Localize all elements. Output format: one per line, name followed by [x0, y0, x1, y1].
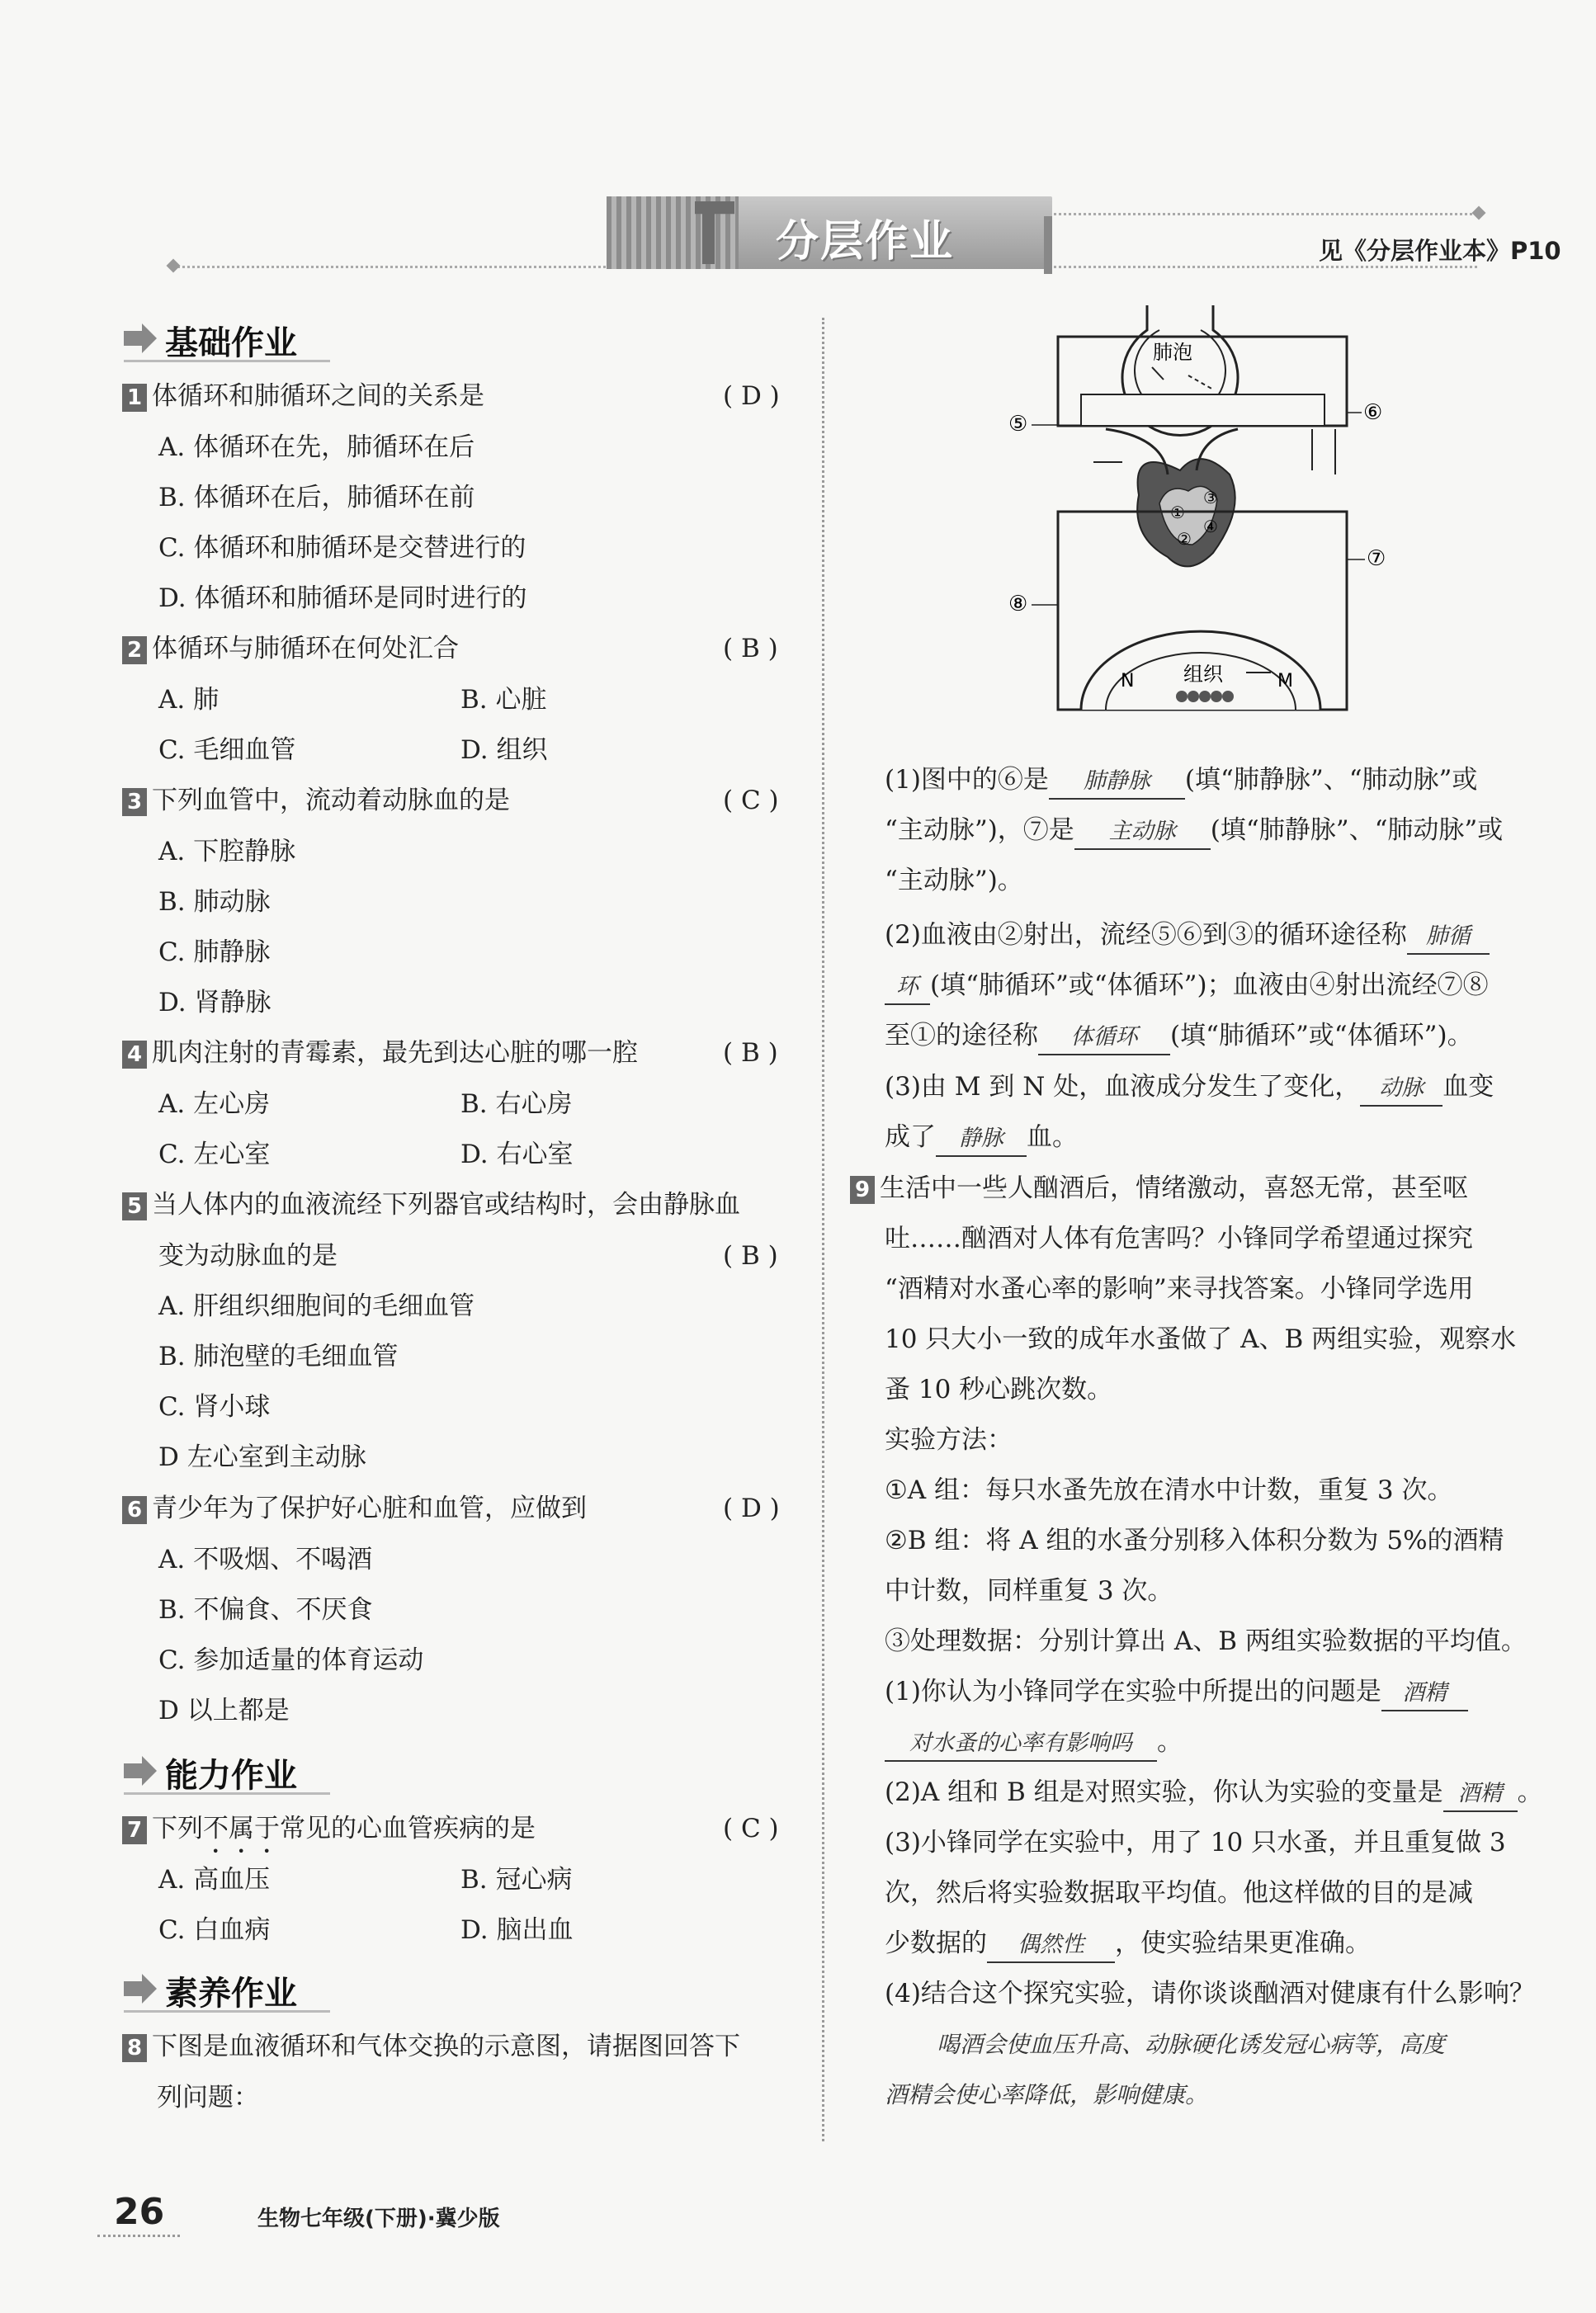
label-tissue: 组织: [1183, 663, 1223, 686]
answer-blank: 偶然性: [987, 1928, 1115, 1963]
question-stem: 青少年为了保护好心脏和血管，应做到: [152, 1494, 587, 1523]
question-stem-cont: 变为动脉血的是: [158, 1241, 338, 1271]
q8-part3-line2: [885, 1121, 1078, 1157]
question-answer: ( B ): [723, 634, 778, 663]
answer-blank: 动脉: [1360, 1072, 1443, 1107]
question-8: [122, 2030, 740, 2063]
text: (填“肺静脉”、“肺动脉”或: [1210, 815, 1504, 845]
text: 少数据的: [885, 1928, 987, 1958]
text: (1)你认为小锋同学在实验中所提出的问题是: [885, 1677, 1381, 1706]
question-9: [850, 1172, 1468, 1205]
text: (2)A 组和 B 组是对照实验，你认为实验的变量是: [885, 1777, 1443, 1807]
question-stem: 体循环和肺循环之间的关系是: [152, 381, 484, 411]
question-stem-cont: 列问题：: [157, 2083, 259, 2112]
section-arrow-icon: [124, 1974, 157, 2004]
q9-part4-answer-line2: 酒精会使心率降低，影响健康。: [885, 2081, 1209, 2108]
option-b: B. 不偏食、不厌食: [158, 1595, 373, 1625]
q9-stem-line: “酒精对水蚤心率的影响”来寻找答案。小锋同学选用: [885, 1274, 1474, 1304]
question-stem: 下列: [152, 1814, 203, 1843]
answer-blank: 对水蚤的心率有影响吗: [885, 1727, 1157, 1762]
question-stem-end: 常见的心血管疾病的是: [280, 1814, 536, 1843]
q9-part2: [885, 1776, 1543, 1812]
option-a: A. 左心房: [158, 1089, 271, 1119]
section-underline: [124, 2010, 330, 2013]
option-d: D. 脑出血: [460, 1915, 574, 1945]
option-d: D. 体循环和肺循环是同时进行的: [158, 583, 527, 613]
option-a: A. 肺: [158, 685, 220, 715]
option-b: B. 冠心病: [460, 1865, 573, 1895]
question-stem: 生活中一些人酗酒后，情绪激动，喜怒无常，甚至呕: [880, 1173, 1468, 1203]
question-number: 4: [122, 1041, 147, 1069]
question-answer: ( B ): [723, 1038, 778, 1068]
section-title: 素养作业: [165, 1975, 297, 2013]
q9-stem-line: 吐……酗酒对人体有危害吗？小锋同学希望通过探究: [885, 1224, 1473, 1253]
book-title: 生物七年级(下册)·冀少版: [257, 2207, 500, 2231]
question-number: 2: [122, 636, 147, 664]
label-n: N: [1121, 671, 1135, 692]
option-c: C. 毛细血管: [158, 735, 296, 765]
text: 。: [1157, 1727, 1183, 1757]
q9-part3-line3: [885, 1927, 1371, 1963]
q8-part2-line2: [885, 969, 1489, 1005]
section-literacy: [124, 1966, 338, 2012]
text: 。: [1517, 1777, 1543, 1807]
question-3: [122, 784, 779, 817]
text: (填“肺循环”或“体循环”)。: [1170, 1021, 1473, 1050]
option-c: C. 肺静脉: [158, 937, 271, 967]
text: (填“肺循环”或“体循环”)；血液由④射出流经⑦⑧: [930, 970, 1489, 1000]
answer-blank: 静脉: [936, 1122, 1027, 1157]
text: 血变: [1443, 1072, 1494, 1102]
section-ability: [124, 1748, 338, 1794]
label-alveolus: 肺泡: [1153, 341, 1192, 364]
option-d: D. 组织: [460, 735, 548, 765]
text: 成了: [885, 1122, 936, 1152]
label-8: ⑧: [1008, 592, 1028, 616]
emphasis-text: 不属于: [203, 1814, 280, 1843]
option-d: D 左心室到主动脉: [158, 1442, 366, 1472]
option-d: D. 肾静脉: [158, 988, 272, 1017]
question-number: 7: [122, 1816, 147, 1844]
q8-part2-line3: [885, 1019, 1473, 1055]
text: (2)血液由②射出，流经⑤⑥到③的循环途径称: [885, 920, 1407, 950]
question-number: 9: [850, 1176, 875, 1204]
question-answer: ( D ): [723, 1494, 780, 1523]
option-a: A. 不吸烟、不喝酒: [158, 1545, 373, 1574]
flow-arrow: [1188, 375, 1213, 389]
answer-blank: 主动脉: [1074, 815, 1211, 850]
upper-vessel-inner: [1081, 394, 1324, 426]
text: (1)图中的⑥是: [885, 765, 1049, 795]
option-b: B. 心脏: [460, 685, 547, 715]
q9-stem-line: 蚤 10 秒心跳次数。: [885, 1375, 1113, 1404]
text: (填“肺静脉”、“肺动脉”或: [1184, 765, 1478, 795]
question-answer: ( B ): [723, 1241, 778, 1271]
text: 血。: [1027, 1122, 1078, 1152]
q9-part1-line2: [885, 1725, 1183, 1762]
option-b: B. 肺泡壁的毛细血管: [158, 1342, 399, 1371]
circulation-diagram: [990, 305, 1419, 726]
banner-end-bar: [1044, 216, 1052, 274]
q8-part1-line3: “主动脉”)。: [885, 866, 1023, 895]
q8-part1-line1: [885, 763, 1477, 800]
option-c: C. 参加适量的体育运动: [158, 1645, 424, 1675]
label-2: ②: [1177, 529, 1192, 549]
q9-method-3: ③处理数据：分别计算出 A、B 两组实验数据的平均值。: [885, 1626, 1527, 1656]
label-4: ④: [1203, 517, 1218, 536]
question-2: [122, 632, 778, 665]
header-banner: [607, 196, 1052, 269]
section-arrow-icon: [124, 1756, 157, 1786]
section-basic: [124, 315, 338, 361]
question-6: [122, 1492, 780, 1525]
page-number: 26: [114, 2191, 165, 2233]
option-b: B. 右心房: [460, 1089, 573, 1119]
q9-method-1: ①A 组：每只水蚤先放在清水中计数，重复 3 次。: [885, 1475, 1453, 1505]
question-7: [122, 1812, 779, 1859]
column-separator: [822, 318, 824, 2141]
section-title: 能力作业: [165, 1757, 297, 1795]
label-6: ⑥: [1363, 400, 1383, 425]
question-stem: 当人体内的血液流经下列器官或结构时，会由静脉血: [152, 1190, 740, 1220]
q9-method-2: ②B 组：将 A 组的水蚤分别移入体积分数为 5%的酒精: [885, 1526, 1504, 1555]
option-d: D 以上都是: [158, 1696, 290, 1725]
header-dot-right: [1472, 206, 1486, 220]
option-a: A. 下腔静脉: [158, 837, 296, 866]
option-c: C. 白血病: [158, 1915, 271, 1945]
question-number: 8: [122, 2034, 147, 2062]
question-answer: ( D ): [723, 381, 780, 411]
question-5-cont: [158, 1239, 778, 1272]
flow-arrow: [1152, 367, 1164, 380]
label-7: ⑦: [1367, 546, 1386, 571]
section-arrow-icon: [124, 323, 157, 353]
question-1: [122, 380, 780, 413]
q8-part2-line1: [885, 918, 1490, 955]
answer-blank: 肺静脉: [1049, 765, 1185, 800]
question-number: 5: [122, 1192, 147, 1220]
section-title: 基础作业: [165, 324, 297, 362]
q8-part3-line1: [885, 1070, 1494, 1107]
question-stem: 下图是血液循环和气体交换的示意图，请据图回答下: [152, 2032, 740, 2061]
question-5: [122, 1188, 740, 1221]
banner-title: 分层作业: [776, 217, 955, 267]
question-answer: ( C ): [723, 1814, 779, 1843]
q9-method-heading: 实验方法：: [885, 1425, 1013, 1455]
option-c: C. 左心室: [158, 1140, 271, 1169]
answer-blank: 肺循: [1407, 920, 1490, 955]
option-b: B. 体循环在后，肺循环在前: [158, 483, 475, 512]
text: “主动脉”)，⑦是: [885, 815, 1074, 845]
option-b: B. 肺动脉: [158, 887, 271, 917]
q9-part1-line1: [885, 1675, 1468, 1711]
answer-blank: 体循环: [1038, 1021, 1170, 1055]
section-underline: [124, 1792, 330, 1795]
label-5: ⑤: [1008, 412, 1028, 437]
q9-method-2-cont: 中计数，同样重复 3 次。: [885, 1576, 1173, 1606]
option-c: C. 体循环和肺循环是交替进行的: [158, 533, 526, 563]
option-c: C. 肾小球: [158, 1392, 271, 1422]
q9-part3-line2: 次，然后将实验数据取平均值。他这样做的目的是减: [885, 1878, 1473, 1908]
tissue-cells-icon: [1176, 691, 1234, 702]
answer-blank: 环: [885, 970, 930, 1005]
option-a: A. 肝组织细胞间的毛细血管: [158, 1291, 475, 1321]
option-a: A. 高血压: [158, 1865, 271, 1895]
label-3: ③: [1203, 488, 1218, 507]
q8-part1-line2: [885, 814, 1503, 850]
text: ，使实验结果更准确。: [1115, 1928, 1371, 1958]
question-stem: 下列血管中，流动着动脉血的是: [152, 786, 510, 815]
answer-blank: 酒精: [1443, 1777, 1518, 1812]
q9-stem-line: 10 只大小一致的成年水蚤做了 A、B 两组实验，观察水: [885, 1324, 1517, 1354]
option-a: A. 体循环在先，肺循环在后: [158, 432, 475, 462]
question-number: 1: [122, 384, 147, 412]
option-d: D. 右心室: [460, 1140, 574, 1169]
question-answer: ( C ): [723, 786, 779, 815]
page-number-rule: [97, 2235, 180, 2237]
question-number: 6: [122, 1496, 147, 1524]
q9-part4: (4)结合这个探究实验，请你谈谈酗酒对健康有什么影响？: [885, 1979, 1535, 2009]
text: 至①的途径称: [885, 1021, 1038, 1050]
question-4: [122, 1036, 778, 1069]
workbook-reference: 见《分层作业本》P10: [1319, 237, 1561, 265]
label-m: M: [1277, 671, 1293, 692]
question-number: 3: [122, 788, 147, 816]
question-stem: 肌肉注射的青霉素，最先到达心脏的哪一腔: [152, 1038, 638, 1068]
q9-part4-answer-line1: 喝酒会使血压升高、动脉硬化诱发冠心病等，高度: [937, 2031, 1446, 2058]
text: (3)由 M 到 N 处，血液成分发生了变化，: [885, 1072, 1361, 1102]
answer-blank: 酒精: [1381, 1677, 1468, 1711]
header-dot-left: [167, 259, 181, 273]
section-underline: [124, 360, 330, 362]
question-stem: 体循环与肺循环在何处汇合: [152, 634, 459, 663]
header-rule-top: [1048, 213, 1477, 215]
q9-part3-line1: (3)小锋同学在实验中，用了 10 只水蚤，并且重复做 3: [885, 1828, 1506, 1857]
label-1: ①: [1170, 503, 1185, 522]
